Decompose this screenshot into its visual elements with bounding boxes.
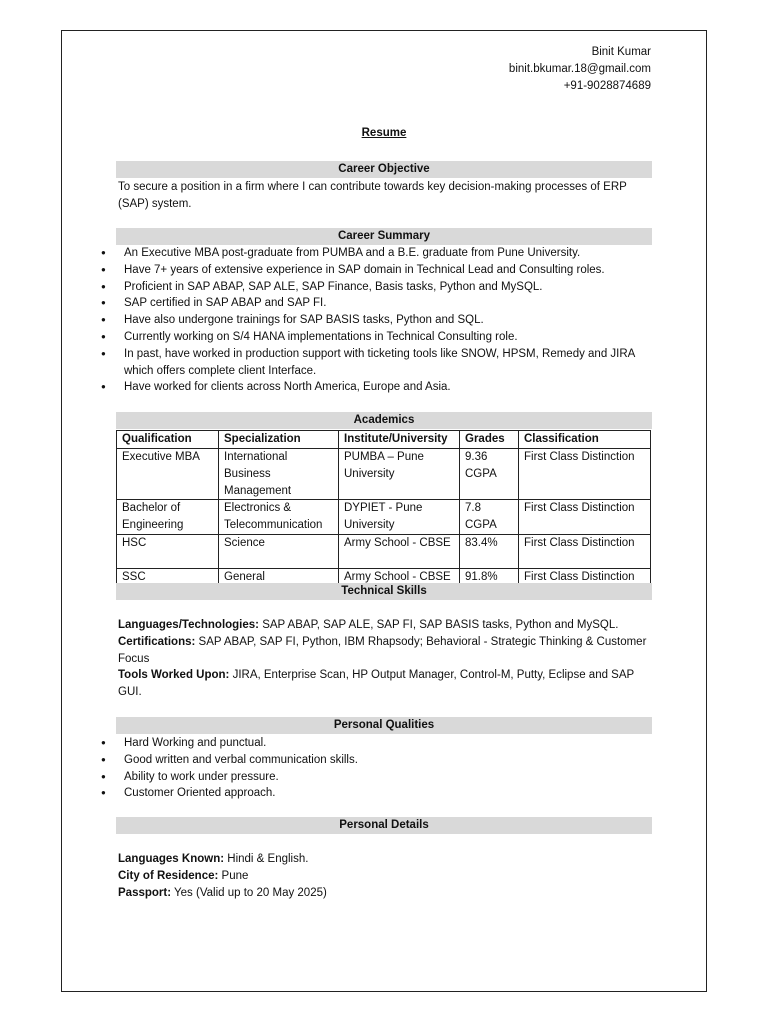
column-header: Grades bbox=[460, 431, 519, 449]
contact-phone: +91-9028874689 bbox=[563, 79, 651, 92]
list-item: ● Have also undergone trainings for SAP BASIS tasks, Python and SQL. bbox=[100, 312, 660, 329]
languages-known-value: Hindi & English. bbox=[224, 853, 309, 865]
technical-skills-heading: Technical Skills bbox=[116, 583, 652, 600]
city-value: Pune bbox=[218, 869, 249, 882]
table-cell: 9.36 CGPA bbox=[460, 449, 519, 500]
career-summary-list bbox=[100, 245, 660, 396]
languages-technologies-label: Languages/Technologies: bbox=[118, 619, 259, 631]
table-cell: SSC bbox=[117, 568, 219, 586]
languages-technologies-value: SAP ABAP, SAP ALE, SAP FI, SAP BASIS tasks, Python and MySQL. bbox=[259, 619, 619, 631]
resume-page bbox=[61, 30, 707, 992]
table-cell: PUMBA – Pune University bbox=[339, 449, 460, 500]
list-item: ● Have 7+ years of extensive experience in SAP domain in Technical Lead and Consulting roles. bbox=[100, 262, 660, 279]
certifications-value: SAP ABAP, SAP FI, Python, IBM Rhapsody; Behavioral - Strategic Thinking & Customer Focus bbox=[118, 635, 647, 665]
tools-label: Tools Worked Upon: bbox=[118, 669, 230, 682]
column-header: Qualification bbox=[117, 431, 219, 449]
personal-details-heading: Personal Details bbox=[116, 817, 652, 834]
contact-block bbox=[509, 44, 651, 94]
career-objective-heading: Career Objective bbox=[116, 161, 652, 178]
page-title: Resume bbox=[361, 127, 407, 139]
table-cell: First Class Distinction bbox=[519, 500, 651, 535]
languages-known-label: Languages Known: bbox=[118, 853, 225, 865]
personal-qualities-list bbox=[100, 735, 660, 802]
passport-value: Yes (Valid up to 20 May 2025) bbox=[171, 886, 327, 899]
list-item: ● Hard Working and punctual. bbox=[100, 735, 660, 752]
table-cell: 91.8% bbox=[460, 568, 519, 586]
contact-name: Binit Kumar bbox=[591, 46, 651, 58]
table-row bbox=[117, 534, 651, 568]
tools-value: JIRA, Enterprise Scan, HP Output Manager, Control-M, Putty, Eclipse and SAP GUI. bbox=[118, 669, 634, 699]
list-item: ● Good written and verbal communication skills. bbox=[100, 752, 660, 769]
city-label: City of Residence: bbox=[118, 869, 219, 882]
contact-email: binit.bkumar.18@gmail.com bbox=[508, 62, 651, 75]
table-cell: International Business Management bbox=[219, 449, 339, 500]
table-cell: First Class Distinction bbox=[519, 534, 651, 568]
certifications-label: Certifications: bbox=[118, 635, 196, 648]
certifications-line bbox=[118, 634, 658, 668]
list-item: ● SAP certified in SAP ABAP and SAP FI. bbox=[100, 295, 660, 312]
table-cell: Bachelor of Engineering bbox=[117, 500, 219, 535]
table-header-row bbox=[117, 431, 651, 449]
table-cell: Electronics & Telecommunication bbox=[219, 500, 339, 535]
table-cell: 83.4% bbox=[460, 534, 519, 568]
table-row bbox=[117, 500, 651, 535]
list-item: ● Customer Oriented approach. bbox=[100, 785, 660, 802]
table-cell: HSC bbox=[117, 534, 219, 568]
column-header: Classification bbox=[519, 431, 651, 449]
table-cell: Science bbox=[219, 534, 339, 568]
technical-skills-block bbox=[118, 617, 658, 701]
table-cell: 7.8 CGPA bbox=[460, 500, 519, 535]
passport-label: Passport: bbox=[118, 886, 172, 899]
table-cell: Army School - CBSE bbox=[339, 534, 460, 568]
languages-known-line bbox=[118, 851, 658, 868]
table-cell: Executive MBA bbox=[117, 449, 219, 500]
tools-line bbox=[118, 667, 658, 701]
table-cell: First Class Distinction bbox=[519, 449, 651, 500]
table-row bbox=[117, 449, 651, 500]
list-item: ● In past, have worked in production support with ticketing tools like SNOW, HPSM, Remedy and JIRA which offers complete client Interface. bbox=[100, 346, 660, 380]
list-item: ● Proficient in SAP ABAP, SAP ALE, SAP Finance, Basis tasks, Python and MySQL. bbox=[100, 279, 660, 296]
list-item: ● Ability to work under pressure. bbox=[100, 769, 660, 786]
table-cell: Army School - CBSE bbox=[339, 568, 460, 586]
personal-qualities-heading: Personal Qualities bbox=[116, 717, 652, 734]
city-line bbox=[118, 868, 658, 885]
table-cell: General bbox=[219, 568, 339, 586]
column-header: Institute/University bbox=[339, 431, 460, 449]
passport-line bbox=[118, 885, 658, 902]
list-item: ● An Executive MBA post-graduate from PUMBA and a B.E. graduate from Pune University. bbox=[100, 245, 660, 262]
career-summary-heading: Career Summary bbox=[116, 228, 652, 245]
languages-technologies-line bbox=[118, 617, 658, 634]
list-item: ● Currently working on S/4 HANA implementations in Technical Consulting role. bbox=[100, 329, 660, 346]
career-objective-text: To secure a position in a firm where I can contribute towards key decision-making processes of ERP (SAP) system. bbox=[118, 181, 627, 210]
list-item: ● Have worked for clients across North America, Europe and Asia. bbox=[100, 379, 660, 396]
column-header: Specialization bbox=[219, 431, 339, 449]
academics-table bbox=[116, 430, 651, 587]
personal-details-block bbox=[118, 851, 658, 901]
table-cell: DYPIET - Pune University bbox=[339, 500, 460, 535]
academics-heading: Academics bbox=[116, 412, 652, 429]
table-cell: First Class Distinction bbox=[519, 568, 651, 586]
